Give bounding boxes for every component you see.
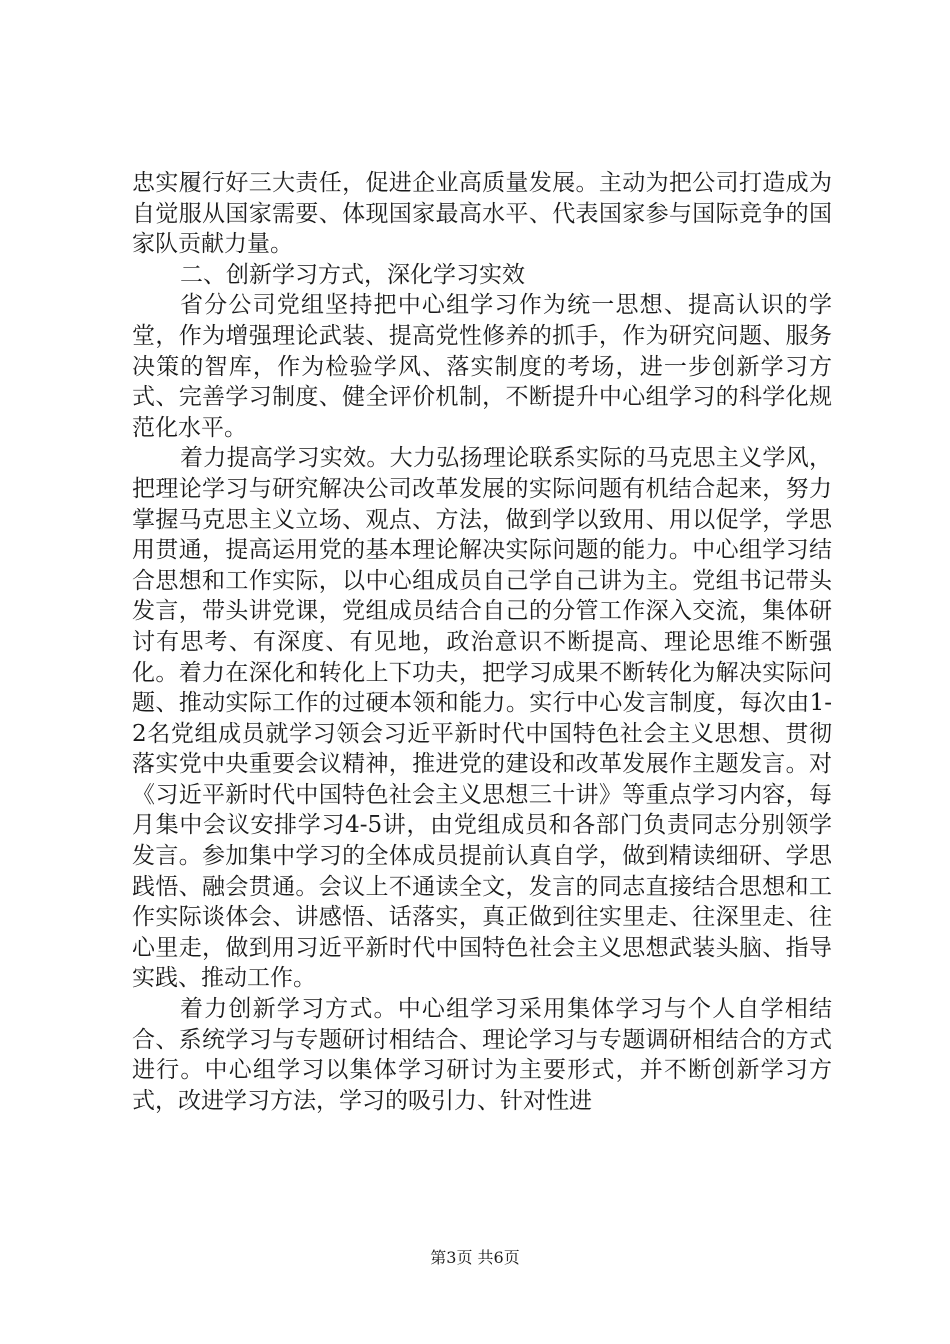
paragraph: 省分公司党组坚持把中心组学习作为统一思想、提高认识的学堂，作为增强理论武装、提高党性修养的抓手，作为研究问题、服务决策的智库，作为检验学风、落实制度的考场，进一步创新学习方式、完善学习制度、健全评价机制，不断提升中心组学习的科学化规范化水平。 [132,292,832,441]
document-body [132,168,832,1116]
paragraph: 着力提高学习实效。大力弘扬理论联系实际的马克思主义学风，把理论学习与研究解决公司改革发展的实际问题有机结合起来，努力掌握马克思主义立场、观点、方法，做到学以致用、用以促学，学思用贯通，提高运用党的基本理论解决实际问题的能力。中心组学习结合思想和工作实际，以中心组成员自己学自己讲为主。党组书记带头发言，带头讲党课，党组成员结合自己的分管工作深入交流，集体研讨有思考、有深度、有见地，政治意识不断提高、理论思维不断强化。着力在深化和转化上下功夫，把学习成果不断转化为解决实际问题、推动实际工作的过硬本领和能力。实行中心发言制度，每次由1-2名党组成员就学习领会习近平新时代中国特色社会主义思想、贯彻落实党中央重要会议精神，推进党的建设和改革发展作主题发言。对《习近平新时代中国特色社会主义思想三十讲》等重点学习内容，每月集中会议安排学习4-5讲，由党组成员和各部门负责同志分别领学发言。参加集中学习的全体成员提前认真自学，做到精读细研、学思践悟、融会贯通。会议上不通读全文，发言的同志直接结合思想和工作实际谈体会、讲感悟、话落实，真正做到往实里走、往深里走、往心里走，做到用习近平新时代中国特色社会主义思想武装头脑、指导实践、推动工作。 [132,445,832,992]
section-heading: 二、创新学习方式，深化学习实效 [180,261,525,288]
paragraph-continuation: 忠实履行好三大责任，促进企业高质量发展。主动为把公司打造成为自觉服从国家需要、体现国家最高水平、代表国家参与国际竞争的国家队贡献力量。 [132,170,832,258]
page-footer: 第3页 共6页 [430,1248,520,1267]
paragraph: 着力创新学习方式。中心组学习采用集体学习与个人自学相结合、系统学习与专题研讨相结合、理论学习与专题调研相结合的方式进行。中心组学习以集体学习研讨为主要形式，并不断创新学习方式，改进学习方法，学习的吸引力、针对性进 [132,996,832,1114]
